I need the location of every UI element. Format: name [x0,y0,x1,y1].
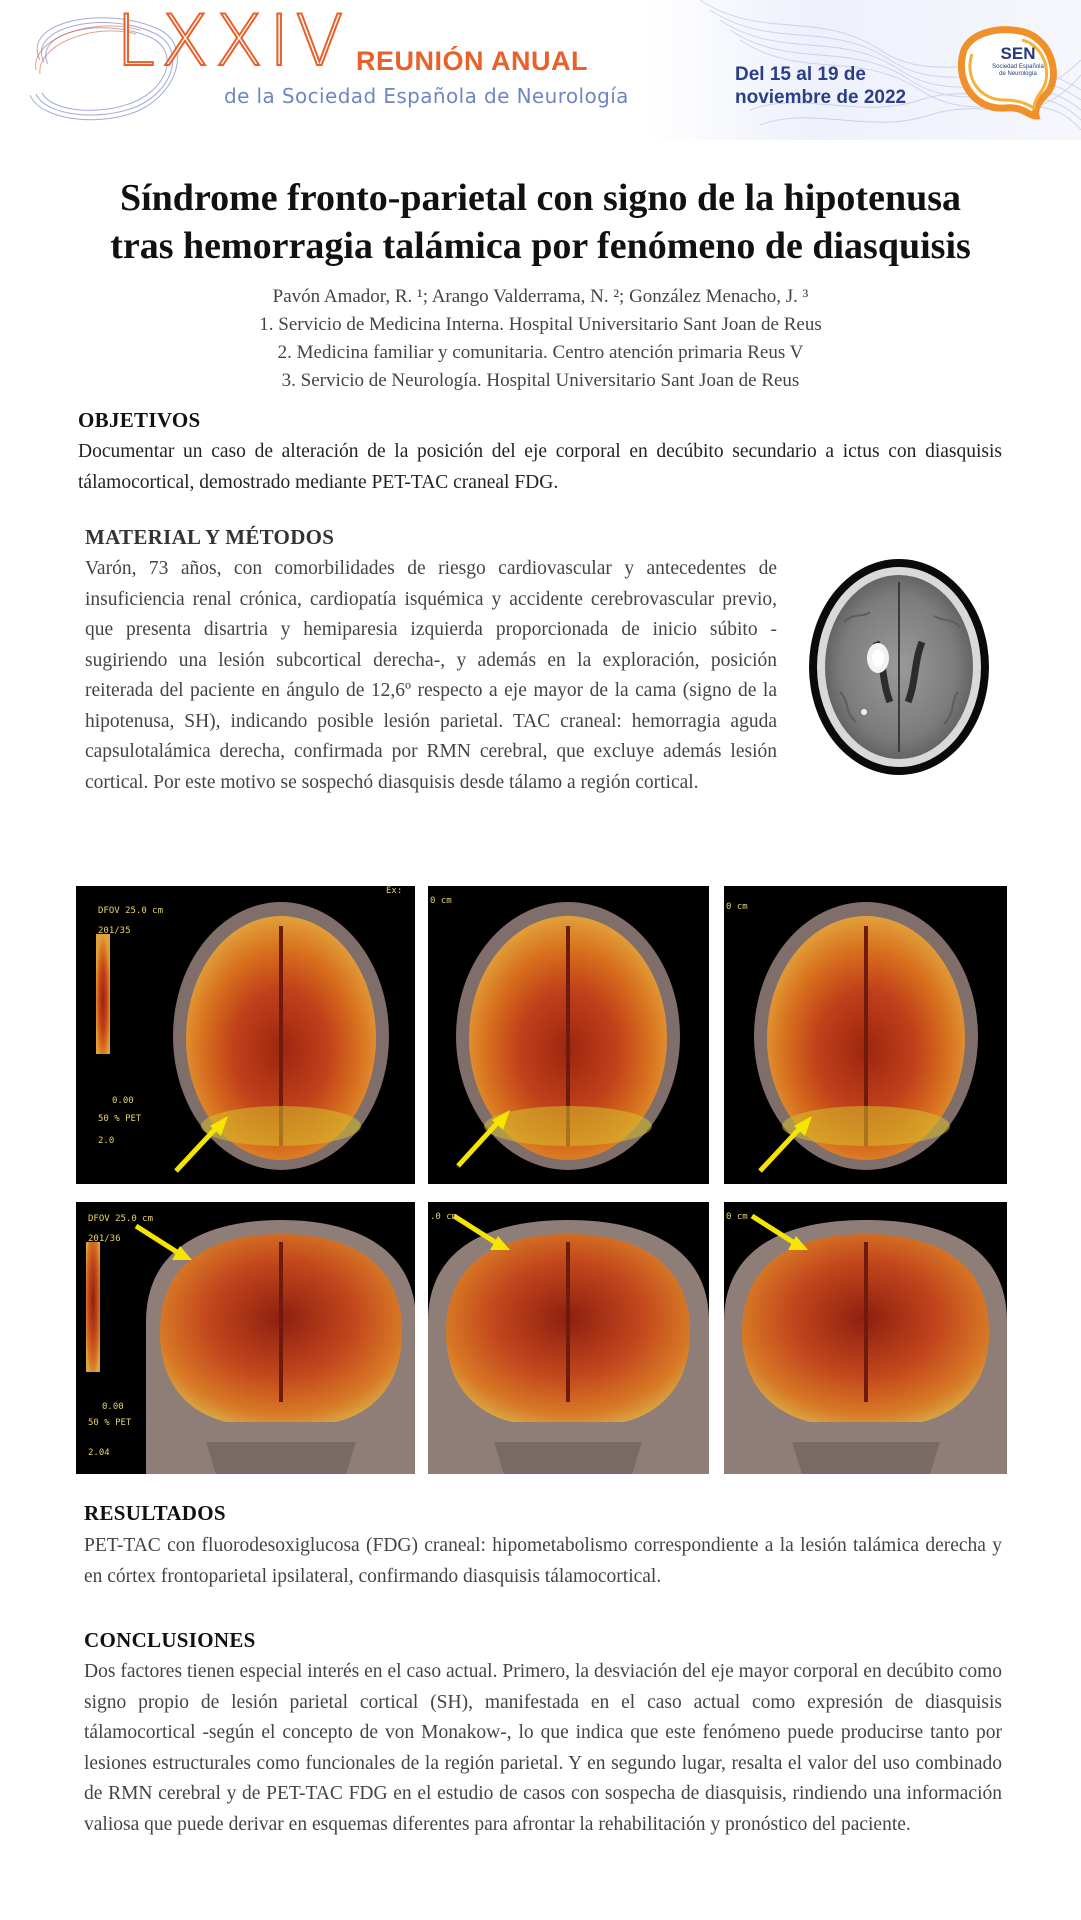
overlay-ex: Ex: [386,886,403,896]
pet-coronal-panel-1 [76,1202,415,1474]
pet-axial-panel-1 [76,886,415,1184]
material-text: Varón, 73 años, con comorbilidades de riesgo cardiovascular y antecedentes de insuficiencia renal crónica, cardiopatía isquémica y accidente cerebrovascular previo, que presenta disartria y hemiparesia izquierda proporcionada de inicio súbito -sugiriendo una lesión subcortical derecha-, y además en la exploración, posición reiterada del paciente en ángulo de 12,6º respecto a eje mayor de la cama (signo de la hipotenusa, SH), indicando posible lesión parietal. TAC craneal: hemorragia aguda capsulotalámica derecha, confirmada por RMN cerebral, que excluye además lesión cortical. Por este motivo se sospechó diasquisis desde tálamo a región cortical. [85,558,777,793]
overlay-pet-pct: 50 % PET [98,1114,142,1124]
society-name: de la Sociedad Española de Neurología [224,84,629,108]
conclusiones-text: Dos factores tienen especial interés en el caso actual. Primero, la desviación del eje mayor corporal en decúbito como signo propio de lesión parietal cortical (SH), manifestada en el caso actual como expresión de diasquisis tálamocortical -según el concepto de von Monakow-, lo que indica que este fenómeno puede producirse tanto por lesiones estructurales como funcionales de la región parietal. Y en segundo lugar, resalta el valor del uso combinado de RMN cerebral y de PET-TAC FDG en el estudio de casos con sospecha de diasquisis, rindiendo una información valiosa que puede derivar en esquemas diferentes para afrontar la rehabilitación y pronóstico del paciente. [84,1661,1002,1835]
pet-coronal-image [76,1202,415,1474]
poster-title [40,174,1041,270]
sen-sub-line-2: de Neurología [999,70,1037,77]
edition-numeral: LXXIV [116,0,350,82]
sen-logo-subtitle [982,64,1054,77]
affiliation-1: 1. Servicio de Medicina Interna. Hospital Universitario Sant Joan de Reus [259,314,822,335]
overlay-scale-min: 0.00 [102,1402,124,1412]
pet-coronal-panel-3 [724,1202,1007,1474]
overlay-cm: 0 cm [726,902,748,912]
resultados-text: PET-TAC con fluorodesoxiglucosa (FDG) craneal: hipometabolismo correspondiente a la lesión talámica derecha y en córtex frontoparietal ipsilateral, confirmando diasquisis tálamocortical. [84,1535,1002,1587]
title-line-2: tras hemorragia talámica por fenómeno de diasquisis [110,225,971,267]
overlay-cm: 0 cm [430,896,452,906]
affiliation-3: 3. Servicio de Neurología. Hospital Universitario Sant Joan de Reus [281,370,800,391]
overlay-slice: 201/36 [88,1234,121,1244]
sen-logo-text: SEN [1000,44,1036,63]
pet-axial-image [724,886,1007,1184]
title-line-1: Síndrome fronto-parietal con signo de la hipotenusa [119,177,961,219]
material-heading: MATERIAL Y MÉTODOS [85,525,335,549]
yellow-arrow [176,1126,218,1171]
pet-coronal-image [724,1202,1007,1474]
pet-axial-panel-2 [428,886,709,1184]
dates-line-2: noviembre de 2022 [735,86,907,108]
pet-axial-panel-3 [724,886,1007,1184]
objetivos-heading: OBJETIVOS [78,408,201,432]
overlay-dfov: DFOV 25.0 cm [88,1214,154,1224]
overlay-scale-min: 0.00 [112,1096,134,1106]
yellow-arrow [760,1126,802,1171]
overlay-dfov: DFOV 25.0 cm [98,906,164,916]
dates-line-1: Del 15 al 19 de [735,64,866,85]
sen-sub-line-1: Sociedad Española [992,64,1044,70]
conclusiones-heading: CONCLUSIONES [84,1628,256,1652]
yellow-arrow [136,1226,180,1254]
overlay-cm: .0 cm [430,1212,458,1222]
overlay-scale-max: 2.04 [88,1448,110,1458]
ct-scan-image [804,552,994,782]
event-name: REUNIÓN ANUAL [356,46,588,76]
pet-coronal-image [428,1202,709,1474]
event-dates [735,64,955,110]
overlay-cm: 0 cm [726,1212,748,1222]
color-scale-bar [96,934,110,1054]
affiliation-2: 2. Medicina familiar y comunitaria. Centro atención primaria Reus V [277,342,804,363]
resultados-heading: RESULTADOS [84,1501,226,1525]
header-banner [0,0,1081,140]
yellow-arrow [458,1120,500,1166]
overlay-slice: 201/35 [98,926,131,936]
pet-coronal-panel-2 [428,1202,709,1474]
authors: Pavón Amador, R. ¹; Arango Valderrama, N. ²; González Menacho, J. ³ [272,286,809,307]
pet-axial-image [428,886,709,1184]
overlay-pet-pct: 50 % PET [88,1418,132,1428]
overlay-scale-max: 2.0 [98,1136,115,1146]
objetivos-text: Documentar un caso de alteración de la posición del eje corporal en decúbito secundario a ictus con diasquisis tálamocortical, demostrado mediante PET-TAC craneal FDG. [78,441,1002,493]
color-scale-bar [86,1242,100,1372]
